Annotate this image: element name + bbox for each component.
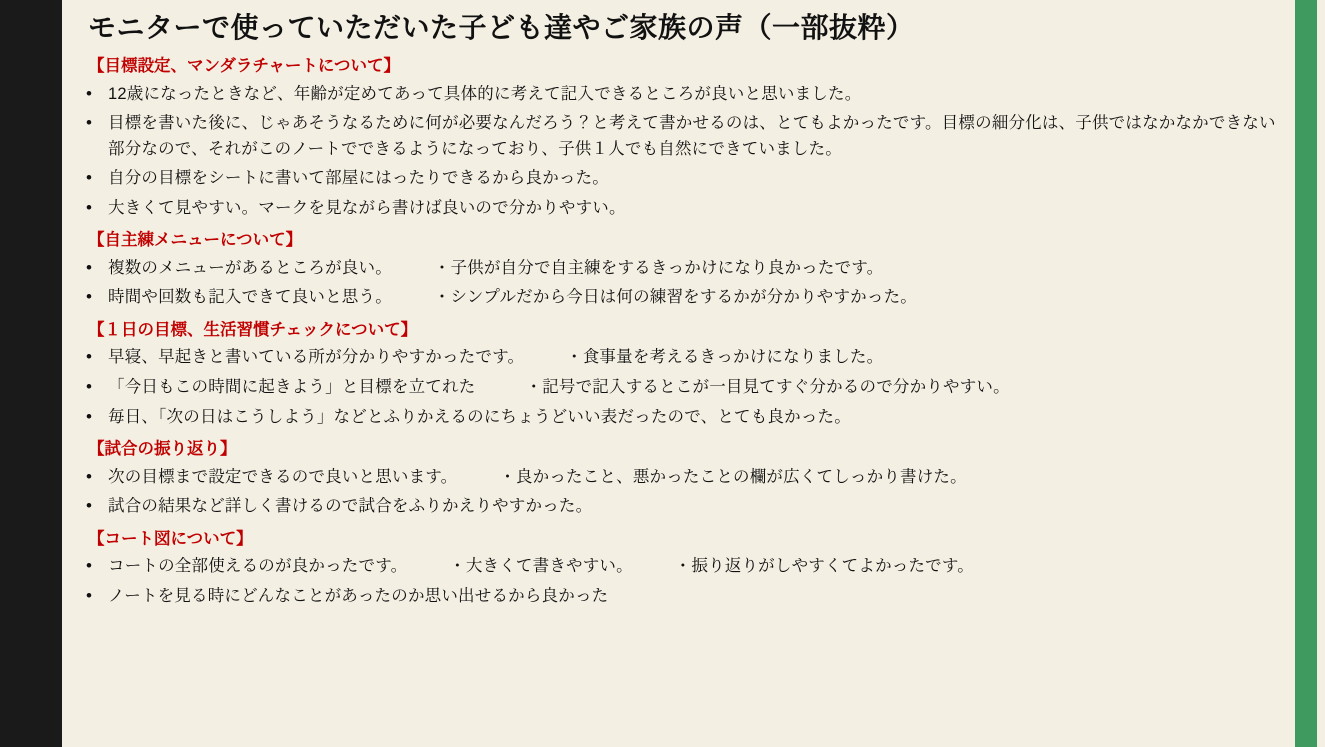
left-wave-decoration (26, 0, 86, 747)
list-item (78, 405, 1283, 431)
slide-content (78, 0, 1283, 747)
page-title: モニターで使っていただいた子ども達やご家族の声（一部抜粋） (88, 12, 915, 43)
list-item (78, 111, 1283, 162)
list-item-text: • ノートを見る時にどんなことがあったのか思い出せるから良かった (108, 586, 609, 605)
list-item-text: • 早寝、早起きと書いている所が分かりやすかったです。 ・食事量を考えるきっかけになりました。 (108, 348, 884, 367)
list-item (78, 494, 1283, 520)
section-heading-match-review: 【試合の振り返り】 (88, 440, 237, 459)
list-item (78, 554, 1283, 580)
section-list-match-review (78, 465, 1283, 520)
section-heading-practice-menu: 【自主練メニューについて】 (88, 231, 303, 250)
list-item-text: • 複数のメニューがあるところが良い。 ・子供が自分で自主練をするきっかけになり良かったです。 (108, 258, 884, 277)
list-item (78, 465, 1283, 491)
list-item-text: • 大きくて見やすい。マークを見ながら書けば良いので分かりやすい。 (108, 198, 626, 217)
list-item (78, 345, 1283, 371)
list-item (78, 584, 1283, 610)
list-item-text: • 「今日もこの時間に起きよう」と目標を立てれた ・記号で記入するとこが一目見てすぐ分かるので分かりやすい。 (108, 378, 1010, 396)
list-item (78, 82, 1283, 108)
list-item-text: • 12歳になったときなど、年齢が定めてあって具体的に考えて記入できるところが良いと思いました。 (108, 84, 862, 103)
list-item-text: • 目標を書いた後に、じゃあそうなるために何が必要なんだろう？と考えて書かせるのは、とてもよかったです。目標の細分化は、子供ではなかなかできない部分なので、それがこのノートでできるようになっており、子供１人でも自然にできていました。 (108, 114, 1276, 158)
section-list-daily-goal (78, 345, 1283, 430)
section-heading-goal-setting: 【目標設定、マンダラチャートについて】 (88, 57, 401, 76)
list-item (78, 285, 1283, 311)
section-heading-court-diagram: 【コート図について】 (88, 529, 253, 548)
list-item-text: • 試合の結果など詳しく書けるので試合をふりかえりやすかった。 (108, 497, 593, 516)
section-list-goal-setting (78, 82, 1283, 222)
list-item (78, 375, 1283, 401)
list-item-text: • コートの全部使えるのが良かったです。 ・大きくて書きやすい。 ・振り返りがしやすくてよかったです。 (108, 557, 974, 576)
list-item-text: • 次の目標まで設定できるので良いと思います。 ・良かったこと、悪かったことの欄が広くてしっかり書けた。 (108, 467, 967, 486)
list-item (78, 166, 1283, 192)
list-item-text: • 自分の目標をシートに書いて部屋にはったりできるから良かった。 (108, 169, 609, 188)
list-item (78, 256, 1283, 282)
list-item-text: • 毎日、「次の日はこうしよう」などとふりかえるのにちょうどいい表だったので、とても良かった。 (108, 407, 851, 426)
list-item-text: • 時間や回数も記入できて良いと思う。 ・シンプルだから今日は何の練習をするかが分かりやすかった。 (108, 288, 917, 307)
section-list-practice-menu (78, 256, 1283, 311)
right-band-edge (1317, 0, 1325, 747)
section-heading-daily-goal: 【１日の目標、生活習慣チェックについて】 (88, 321, 418, 339)
list-item (78, 196, 1283, 222)
section-list-court-diagram (78, 554, 1283, 609)
